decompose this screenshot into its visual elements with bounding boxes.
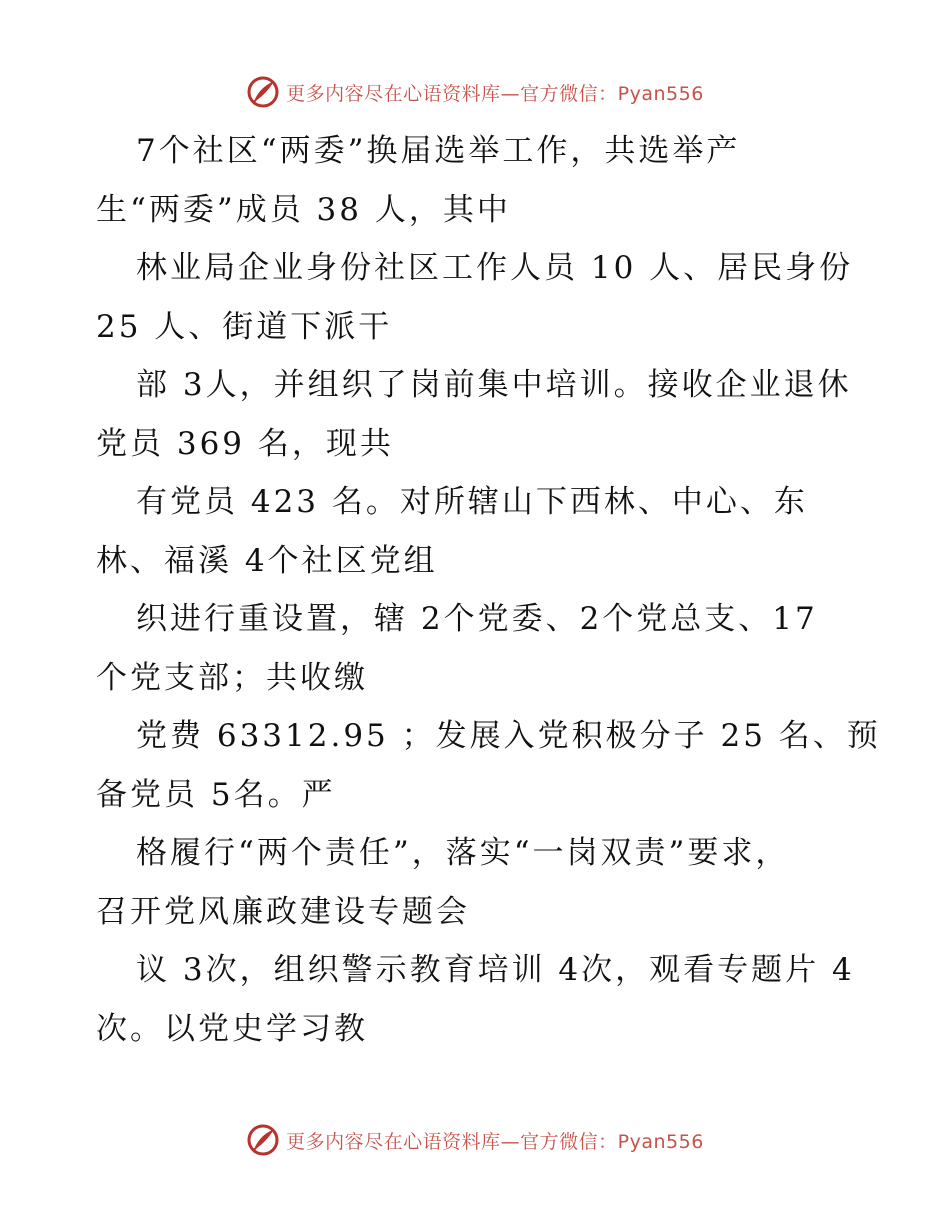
text-line: 生“两委”成员 38 人，其中 <box>96 191 511 228</box>
footer-watermark-text: 更多内容尽在心语资料库—官方微信：Pyan556 <box>286 1130 704 1153</box>
text-line: 格履行“两个责任”，落实“一岗双责”要求， <box>136 835 790 871</box>
feather-pen-logo-icon <box>246 1123 280 1157</box>
text-line: 林、福溪 4个社区党组 <box>96 542 438 579</box>
text-line: 有党员 423 名。对所辖山下西林、中心、东 <box>136 484 808 520</box>
text-line: 党费 63312.95 ；发展入党积极分子 25 名、预 <box>136 718 881 754</box>
text-line: 7个社区“两委”换届选举工作，共选举产 <box>136 133 741 169</box>
footer-watermark <box>0 1120 950 1160</box>
text-line: 备党员 5名。严 <box>96 776 336 813</box>
feather-pen-logo-icon <box>246 75 280 109</box>
text-line: 党员 369 名，现共 <box>96 425 394 462</box>
text-line: 部 3人，并组织了岗前集中培训。接收企业退休 <box>136 367 852 403</box>
text-line: 议 3次，组织警示教育培训 4次，观看专题片 4 <box>136 952 855 988</box>
text-line: 个党支部；共收缴 <box>96 659 368 696</box>
text-line: 25 人、街道下派干 <box>96 308 393 345</box>
document-body <box>96 122 881 1058</box>
text-line: 次。以党史学习教 <box>96 1010 368 1047</box>
text-line: 召开党风廉政建设专题会 <box>96 893 470 930</box>
text-line: 织进行重设置，辖 2个党委、2个党总支、17 <box>136 601 818 637</box>
header-watermark-text: 更多内容尽在心语资料库—官方微信：Pyan556 <box>286 82 704 105</box>
text-line: 林业局企业身份社区工作人员 10 人、居民身份 <box>136 250 854 286</box>
header-watermark <box>0 72 950 112</box>
